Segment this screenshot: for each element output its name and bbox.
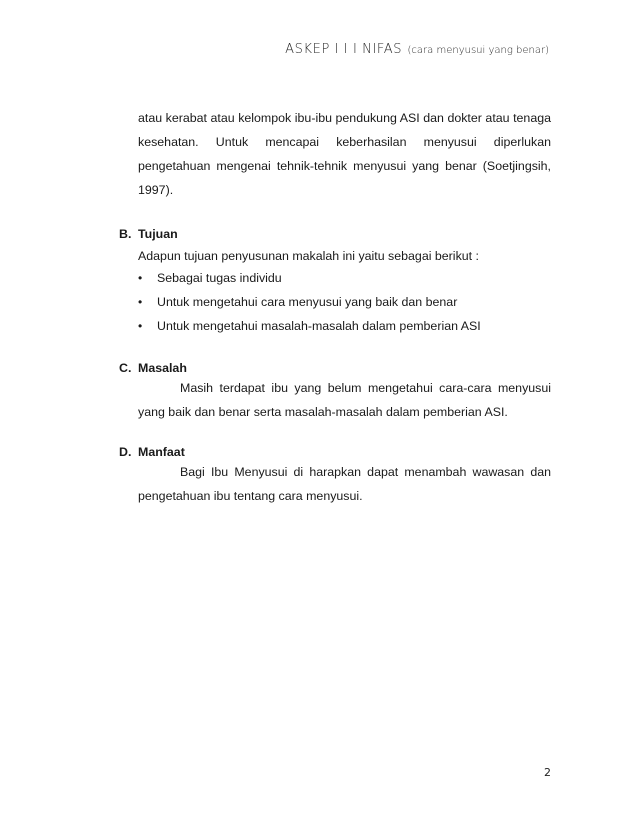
list-item <box>138 314 481 338</box>
section-heading-masalah <box>119 361 187 375</box>
section-heading-manfaat <box>119 445 185 459</box>
header-title: ASKEP I I I NIFAS <box>285 42 403 57</box>
tujuan-intro: Adapun tujuan penyusunan makalah ini yaitu sebagai berikut : <box>138 249 479 263</box>
section-letter: B. <box>119 227 132 241</box>
section-title: Tujuan <box>138 227 178 241</box>
tujuan-bullet-list <box>138 266 481 338</box>
list-item-text: Sebagai tugas individu <box>157 271 282 285</box>
header-subtitle: (cara menyusui yang benar) <box>407 45 549 56</box>
bullet-icon: • <box>138 271 143 285</box>
list-item <box>138 266 481 290</box>
list-item-text: Untuk mengetahui cara menyusui yang baik dan benar <box>157 295 458 309</box>
section-heading-tujuan <box>119 227 178 241</box>
section-letter: D. <box>119 445 132 459</box>
list-item <box>138 290 481 314</box>
running-header <box>285 38 549 57</box>
section-letter: C. <box>119 361 132 375</box>
bullet-icon: • <box>138 295 143 309</box>
list-item-text: Untuk mengetahui masalah-masalah dalam pemberian ASI <box>157 319 481 333</box>
section-title: Masalah <box>138 361 187 375</box>
manfaat-paragraph: Bagi Ibu Menyusui di harapkan dapat menambah wawasan dan pengetahuan ibu tentang cara menyusui. <box>138 465 551 503</box>
bullet-icon: • <box>138 319 143 333</box>
intro-paragraph: atau kerabat atau kelompok ibu-ibu pendukung ASI dan dokter atau tenaga kesehatan. Untuk mencapai keberhasilan menyusui diperlukan pengetahuan mengenai tehnik-tehnik menyusui yang benar (Soetjingsih, 1997). <box>138 111 551 197</box>
section-title: Manfaat <box>138 445 185 459</box>
page-number: 2 <box>544 766 551 779</box>
masalah-paragraph: Masih terdapat ibu yang belum mengetahui cara-cara menyusui yang baik dan benar serta masalah-masalah dalam pemberian ASI. <box>138 381 551 419</box>
